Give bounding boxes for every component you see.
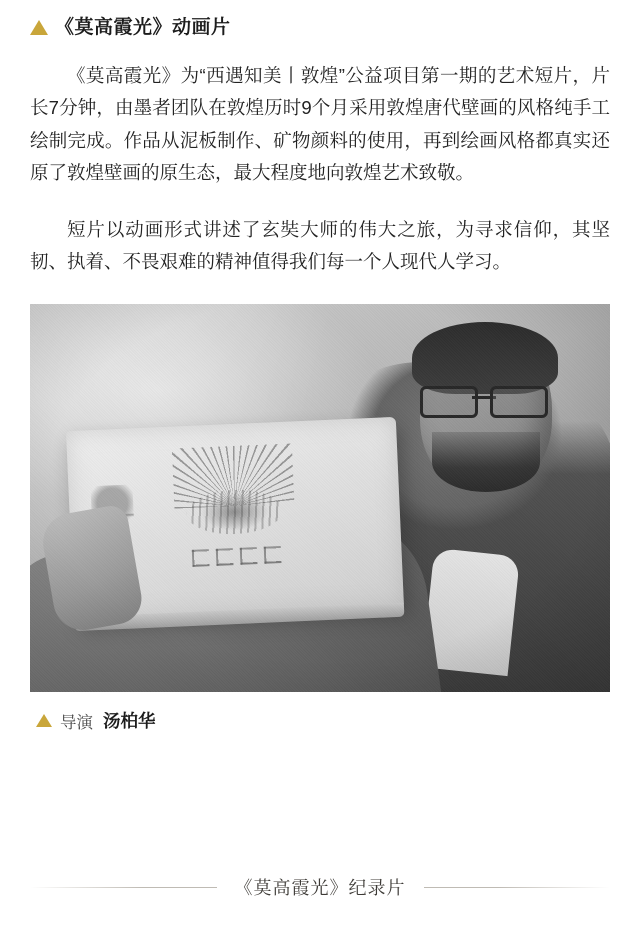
footer-section-title: 《莫高霞光》纪录片	[234, 878, 406, 898]
credit-person-name: 汤柏华	[103, 711, 156, 732]
divider-rule-right	[424, 887, 611, 888]
section-title: 《莫高霞光》动画片	[55, 16, 231, 38]
triangle-up-icon	[36, 714, 52, 727]
triangle-up-icon	[30, 20, 48, 35]
divider-rule-left	[30, 887, 217, 888]
paragraph-2: 短片以动画形式讲述了玄奘大师的伟大之旅，为寻求信仰，其坚韧、执着、不畏艰难的精神值得我们每一个人现代人学习。	[30, 218, 610, 272]
photo-grain	[30, 304, 610, 692]
credit-role-label: 导演	[60, 713, 93, 732]
article-photo	[30, 304, 610, 692]
footer-section-heading	[30, 874, 610, 900]
paragraph-1: 《莫高霞光》为“西遇知美丨敦煌”公益项目第一期的艺术短片，片长7分钟，由墨者团队在敦煌历时9个月采用敦煌唐代壁画的风格纯手工绘制完成。作品从泥板制作、矿物颜料的使用，再到绘画风格都真实还原了敦煌壁画的原生态，最大程度地向敦煌艺术致敬。	[30, 65, 610, 184]
section-heading	[30, 0, 610, 44]
director-credit	[30, 708, 610, 733]
photo-canvas	[30, 304, 610, 692]
